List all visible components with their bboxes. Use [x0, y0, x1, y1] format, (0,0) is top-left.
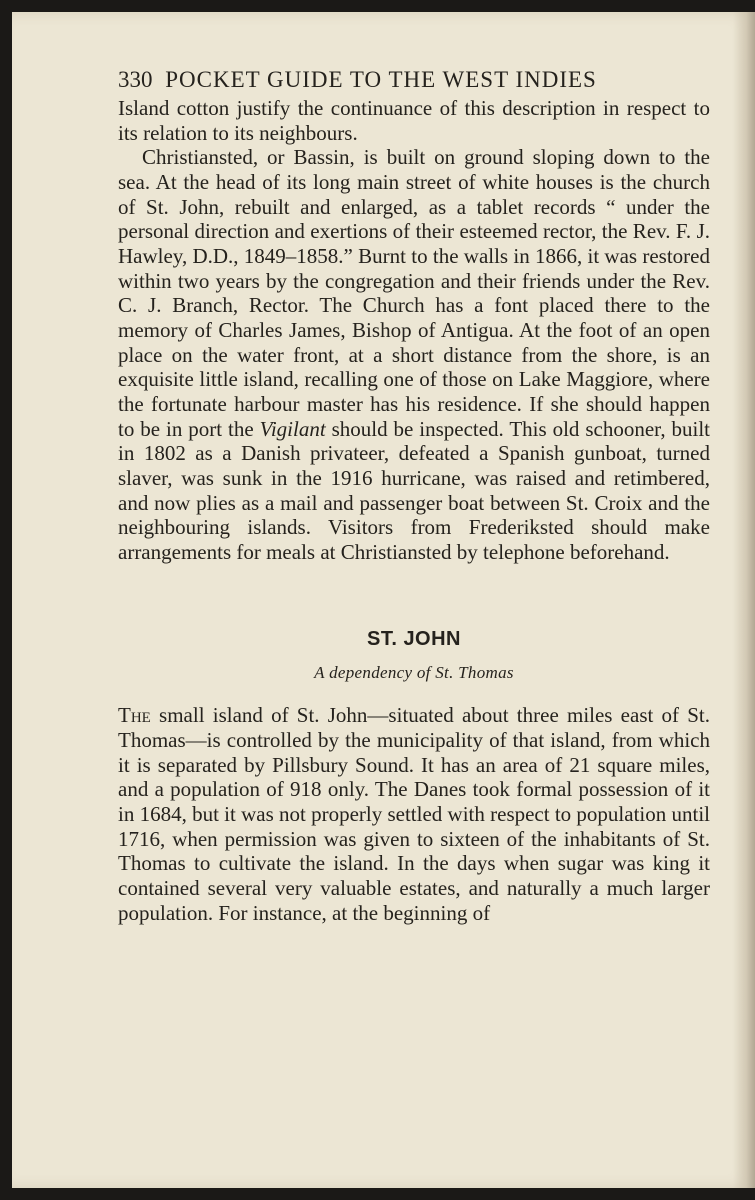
- paragraph-text: small island of St. John—situated about three miles east of St. Thomas—is controlled by the municipality of that island, from which it is separated by Pillsbury Sound. It has an area of 21 square miles, and a population of 918 only. The Danes took formal possession of it in 1684, but it was not properly settled with respect to population until 1716, when permission was given to sixteen of the inhabitants of St. Thomas to cultivate the island. In the days when sugar was king it contained several very valuable estates, and naturally a much larger population. For instance, at the beginning of: [118, 703, 710, 925]
- paragraph-continued: [118, 96, 710, 145]
- paragraph-st-john: [118, 703, 710, 925]
- lead-word: The: [118, 703, 151, 728]
- page-gutter-shadow: [733, 12, 755, 1188]
- paragraph-christiansted: [118, 145, 710, 564]
- page-content: [118, 65, 710, 925]
- section-subtitle: A dependency of St. Thomas: [314, 663, 514, 683]
- section-title: ST. JOHN: [366, 628, 462, 651]
- page-number: 330: [118, 67, 153, 92]
- paragraph-text: should be inspected. This old schooner, built in 1802 as a Danish privateer, defeated a Spanish gunboat, turned slaver, was sunk in the 1916 hurricane, was raised and retimbered, and now plies as a mail and passenger boat between St. Croix and the neighbouring islands. Visitors from Frederiksted should make arrangements for meals at Christiansted by telephone beforehand.: [118, 416, 710, 564]
- paragraph-text: Island cotton justify the continuance of this description in respect to its relation to its neighbours.: [118, 96, 710, 145]
- running-head-title: POCKET GUIDE TO THE WEST INDIES: [165, 67, 597, 92]
- paragraph-text: Christiansted, or Bassin, is built on ground sloping down to the sea. At the head of its long main street of white houses is the church of St. John, rebuilt and enlarged, as a tablet records “ under the personal direction and exertions of their esteemed rector, the Rev. F. J. Hawley, D.D., 1849–1858.” Burnt to the walls in 1866, it was restored within two years by the congregation and their friends under the Rev. C. J. Branch, Rector. The Church has a font placed there to the memory of Charles James, Bishop of Antigua. At the foot of an open place on the water front, at a short distance from the shore, is an exquisite little island, recalling one of those on Lake Maggiore, where the fortunate harbour master has his residence. If she should happen to be in port the: [118, 145, 710, 441]
- ship-name: Vigilant: [259, 416, 326, 441]
- running-head: [118, 65, 710, 95]
